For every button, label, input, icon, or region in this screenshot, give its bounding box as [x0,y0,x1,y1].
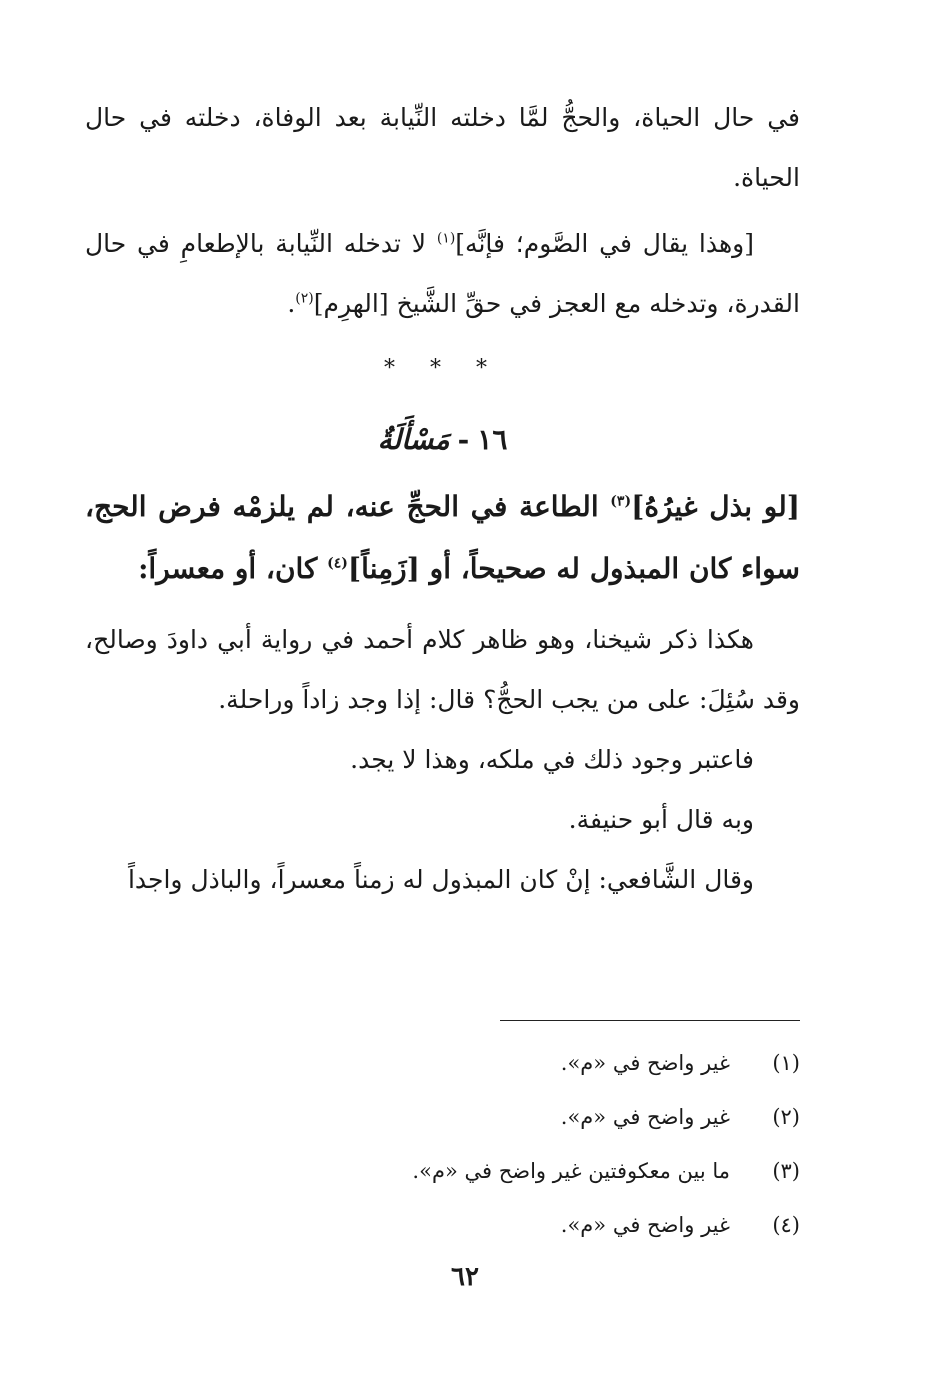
paragraph-4 [85,730,800,790]
footnote-item [85,1198,800,1252]
section-separator: * * * [384,356,501,381]
footnote-ref-2: (٢) [295,290,314,307]
paragraph-3-text: هكذا ذكر شيخنا، وهو ظاهر كلام أحمد في رواية أبي داودَ وصالح، وقد سُئِلَ: على من يجب الحجُّ؟ قال: إذا وجد زاداً وراحلة. [85,625,800,714]
paragraph-2-text-a: [وهذا يقال في الصَّوم؛ فإنَّه] [455,229,754,258]
page-number: ٦٢ [451,1262,479,1292]
footnote-ref-4: (٤) [327,555,348,572]
footnote-number: (٢) [772,1105,800,1129]
paragraph-5 [85,790,800,850]
paragraph-4-text: فاعتبر وجود ذلك في ملكه، وهذا لا يجد. [350,745,754,774]
issue-text-b: الطاعة في الحجِّ عنه، لم يلزمْه فرض الحج، سواء كان المبذول له صحيحاً، أو [زَمِناً] [85,490,800,585]
paragraph-3 [85,610,800,730]
issue-text-a: [لو بذل غيرُهُ] [631,490,800,523]
section-heading [85,412,800,468]
issue-statement [85,476,800,600]
paragraph-2 [85,214,800,334]
paragraph-1 [85,88,800,208]
paragraph-2-text-b: لا تدخله النِّيابة بالإطعامِ في حال القدرة، وتدخله مع العجز في حقِّ الشَّيخ [الهرِم] [85,229,800,318]
footnote-text: غير واضح في «م». [560,1213,730,1237]
footnote-text: غير واضح في «م». [560,1051,730,1075]
heading-number: ١٦ [477,423,508,456]
heading-dash: - [457,423,470,456]
footnote-ref-1: (١) [436,230,456,247]
footnote-divider [500,1020,800,1021]
page-body [85,88,800,910]
footnote-item [85,1144,800,1198]
footnote-text: غير واضح في «م». [560,1105,730,1129]
footnote-number: (١) [772,1051,800,1075]
footnote-text: ما بين معكوفتين غير واضح في «م». [412,1159,730,1183]
footnote-item [85,1090,800,1144]
footnote-ref-3: (٣) [610,493,632,510]
paragraph-2-end: . [287,289,296,318]
footnote-number: (٤) [772,1213,800,1237]
paragraph-6-text: وقال الشَّافعي: إنْ كان المبذول له زمناً معسراً، والباذل واجداً [127,865,754,894]
paragraph-5-text: وبه قال أبو حنيفة. [568,805,754,834]
paragraph-6 [85,850,800,910]
paragraph-1-text: في حال الحياة، والحجُّ لمَّا دخلته النِّيابة بعد الوفاة، دخلته في حال الحياة. [85,103,800,192]
issue-text-c: كان، أو معسراً: [138,552,328,585]
footnotes [85,1036,800,1252]
heading-word: مَسْأَلَةٌ [377,423,450,456]
footnote-item [85,1036,800,1090]
footnote-number: (٣) [772,1159,800,1183]
